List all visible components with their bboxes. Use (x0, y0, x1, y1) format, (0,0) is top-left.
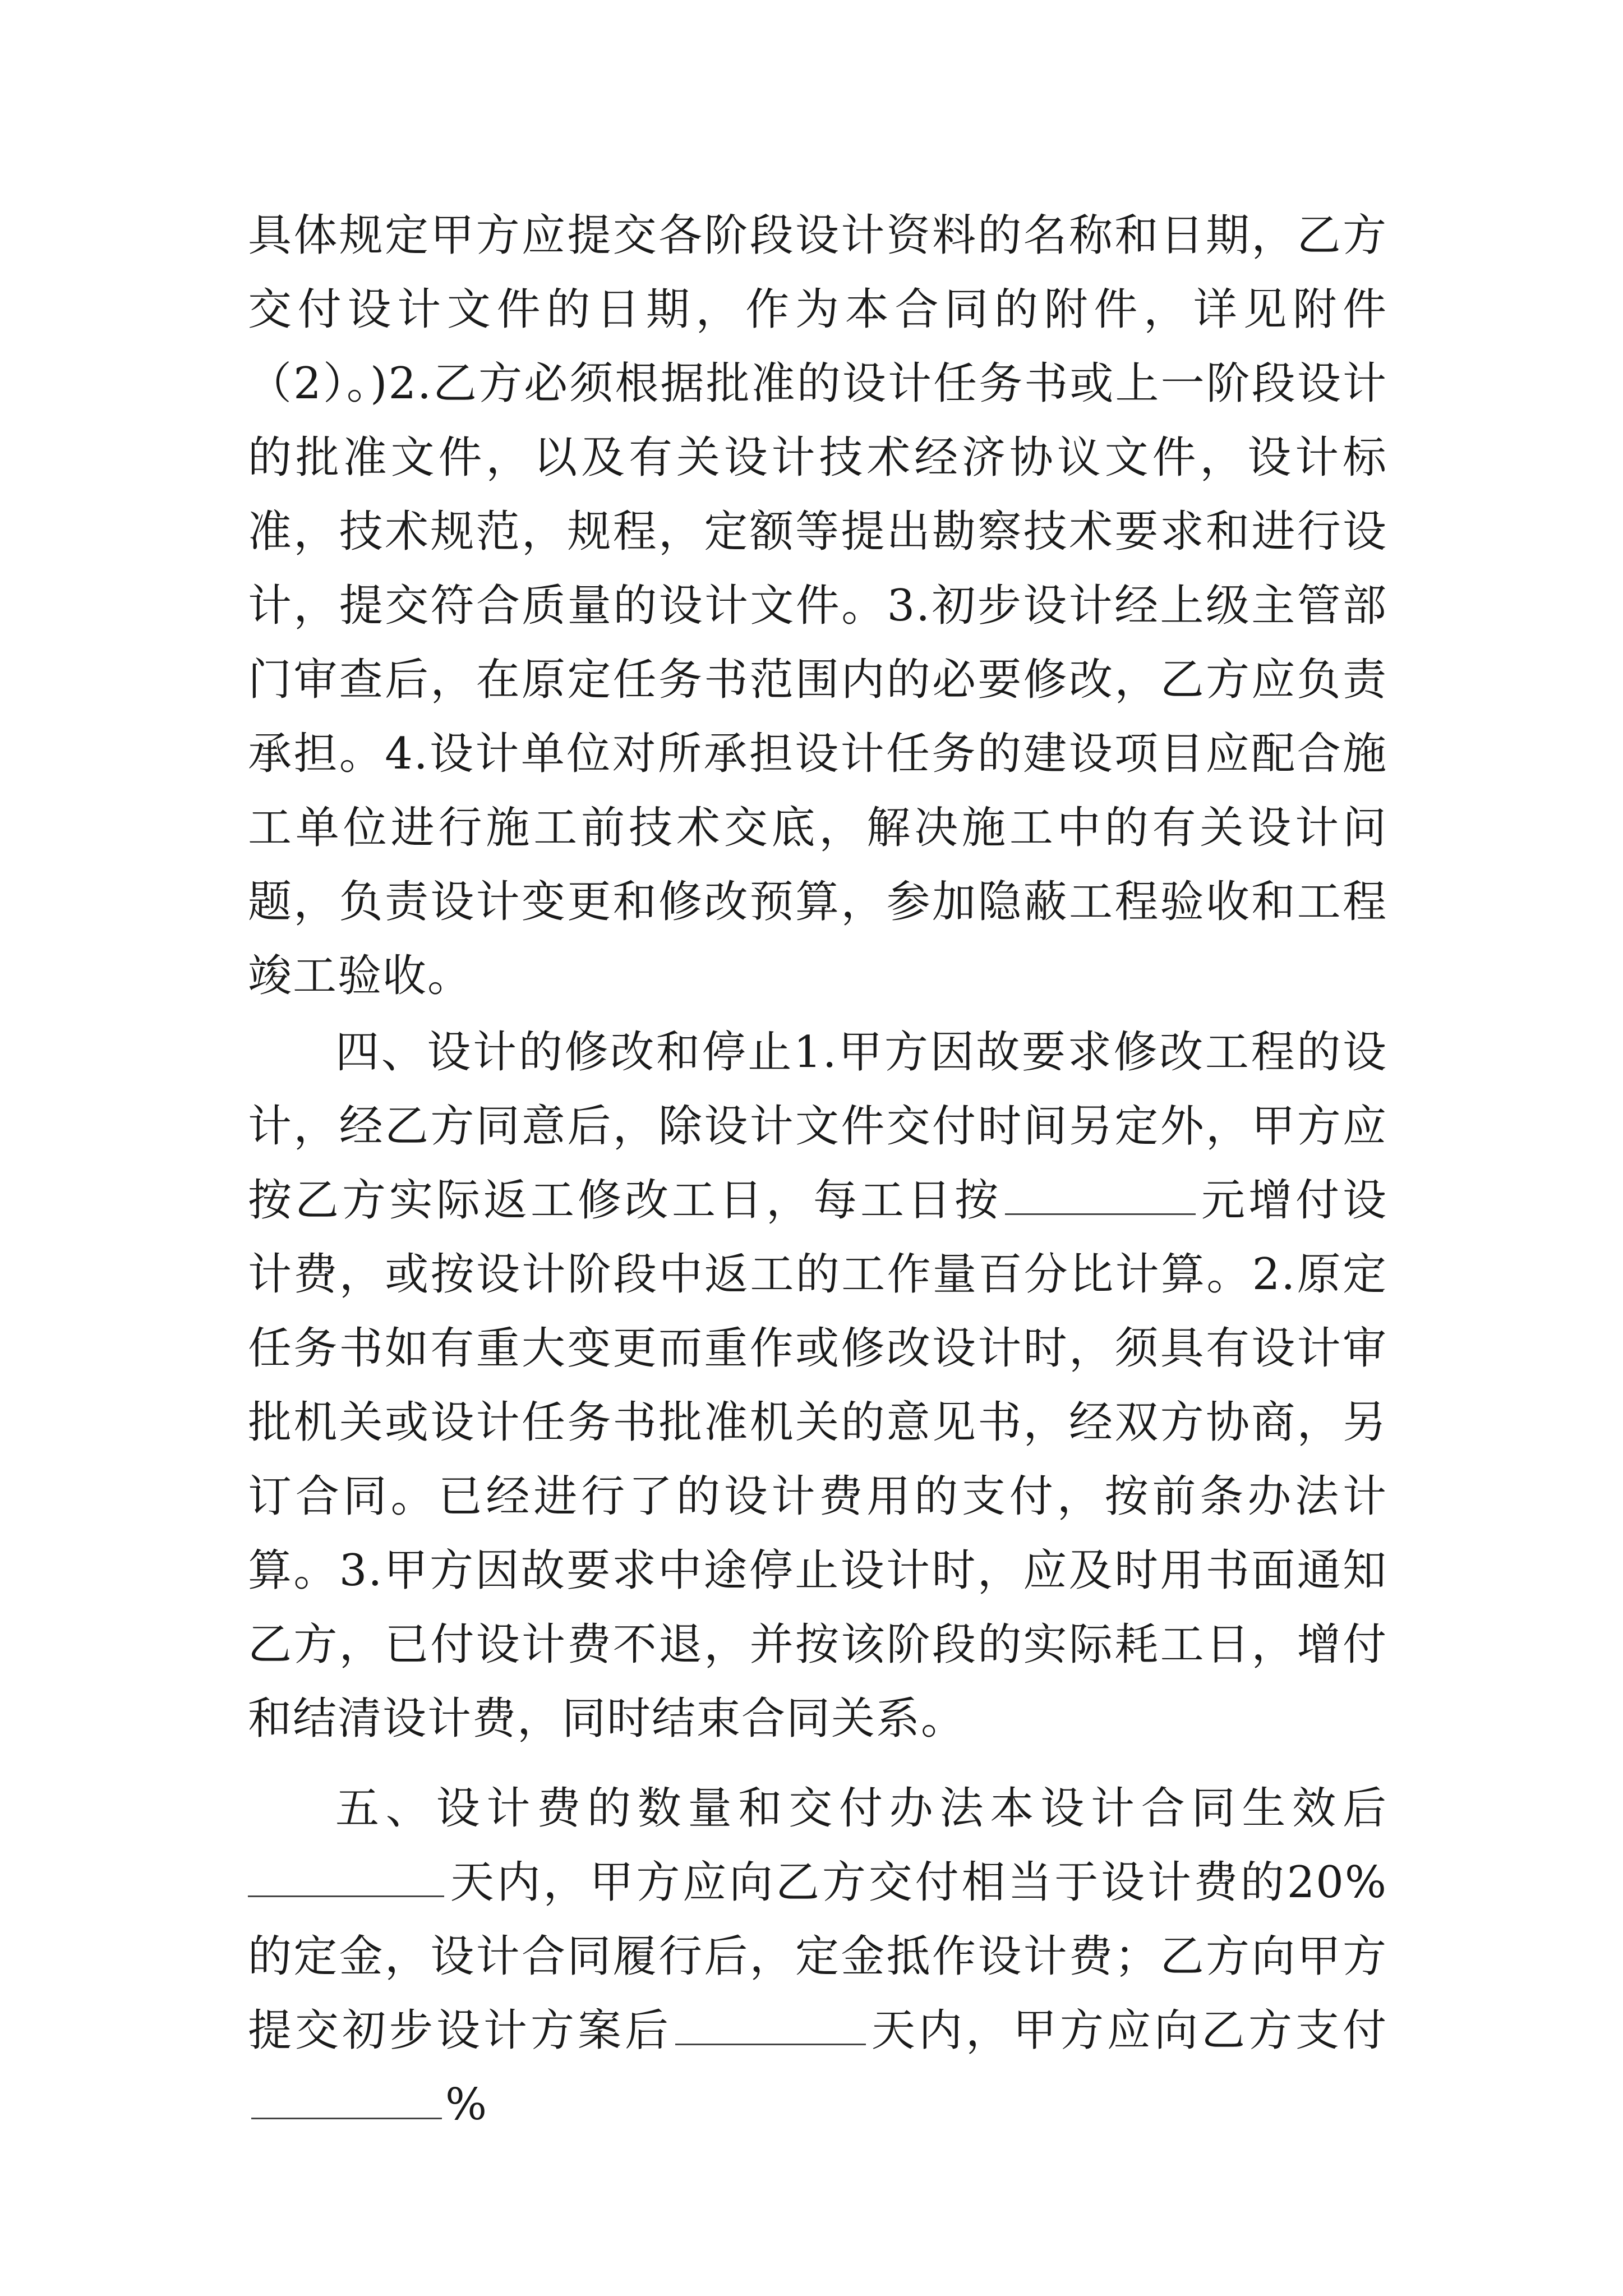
paragraph-continuation: 具体规定甲方应提交各阶段设计资料的名称和日期，乙方交付设计文件的日期，作为本合同的附件，详见附件（2）。)2.乙方必须根据批准的设计任务书或上一阶段设计的批准文件，以及有关设计技术经济协议文件，设计标准，技术规范，规程，定额等提出勘察技术要求和进行设计，提交符合质量的设计文件。3.初步设计经上级主管部门审查后，在原定任务书范围内的必要修改，乙方应负责承担。4.设计单位对所承担设计任务的建设项目应配合施工单位进行施工前技术交底，解决施工中的有关设计问题，负责设计变更和修改预算，参加隐蔽工程验收和工程竣工验收。 (248, 210, 1387, 1001)
document-body (248, 199, 1387, 2142)
section-5-text-part4: % (445, 2079, 488, 2130)
section-5-text-part3: 天内，甲方应向乙方支付 (869, 2005, 1387, 2056)
section-5-text-part2: 天内，甲方应向乙方交付相当于设计费的20%的定金，设计合同履行后，定金抵作设计费；乙方向甲方提交初步设计方案后 (248, 1857, 1387, 2056)
fill-blank-fee-per-workday[interactable] (1005, 1213, 1196, 1215)
fill-blank-days-deposit[interactable] (248, 1895, 444, 1897)
fill-blank-days-after-preliminary[interactable] (675, 2043, 866, 2045)
fill-blank-payment-percent[interactable] (251, 2117, 442, 2119)
section-5-text-part1: 五、设计费的数量和交付办法本设计合同生效后 (335, 1783, 1387, 1834)
section-4-text-part2: 元增付设计费，或按设计阶段中返工的工作量百分比计算。2.原定任务书如有重大变更而重作或修改设计时，须具有设计审批机关或设计任务书批准机关的意见书，经双方协商，另订合同。已经进行了的设计费用的支付，按前条办法计算。3.甲方因故要求中途停止设计时，应及时用书面通知乙方，已付设计费不退，并按该阶段的实际耗工日，增付和结清设计费，同时结束合同关系。 (248, 1175, 1387, 1744)
paragraph-section-4 (248, 1015, 1387, 1756)
paragraph-section-5 (248, 1772, 1387, 2142)
section-4-text-part1: 四、设计的修改和停止1.甲方因故要求修改工程的设计，经乙方同意后，除设计文件交付时间另定外，甲方应按乙方实际返工修改工日，每工日按 (248, 1027, 1387, 1226)
